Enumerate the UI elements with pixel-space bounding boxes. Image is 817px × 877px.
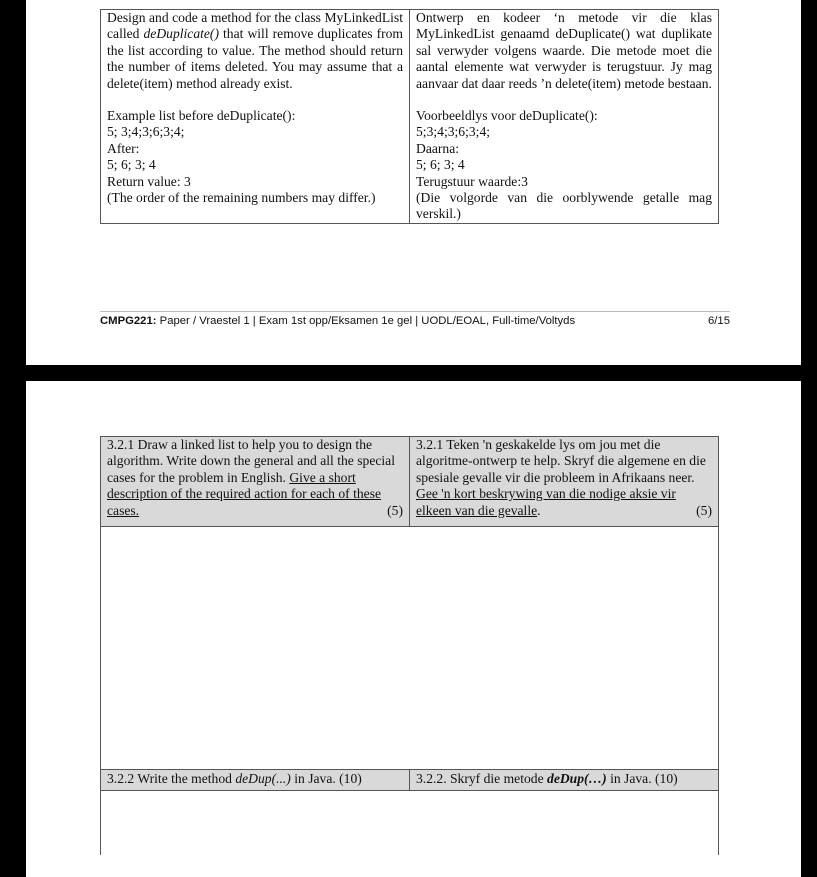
afrikaans-example-line: Voorbeeldlys voor deDuplicate(): [416, 108, 598, 124]
question-3-2-2-english: 3.2.2 Write the method deDup(...) in Java. (10) [101, 770, 410, 791]
english-intro: Design and code a method for the class MyLinkedList called deDuplicate() that will remove duplicates from the list according to value. The method should return the number of items deleted. You may assume that a delete(item) method already exist. [107, 10, 403, 91]
question-3-2-2-afrikaans: 3.2.2. Skryf die metode deDup(…) in Java. (10) [410, 770, 719, 791]
english-example-line: 5; 6; 3; 4 [107, 157, 156, 173]
afrikaans-intro: Ontwerp en kodeer ‘n metode vir die klas MyLinkedList genaamd deDuplicate() wat duplikate sal verwyder volgens waarde. Die metode moet die aantal elemente wat verwyder is terugstuur. Jy mag aanvaar dat daar reeds ’n delete(item) metode bestaan. [416, 10, 712, 91]
afrikaans-example-line: Daarna: [416, 140, 460, 156]
english-example-line: (The order of the remaining numbers may differ.) [107, 190, 376, 206]
course-code: CMPG221: [100, 315, 157, 327]
english-example-line: 5; 3;4;3;6;3;4; [107, 124, 185, 140]
afrikaans-example-line: 5;3;4;3;6;3;4; [416, 124, 491, 140]
footer-text: Paper / Vraestel 1 | Exam 1st opp/Eksamen 1e gel | UODL/EOAL, Full-time/Voltyds [156, 315, 576, 327]
question-table [100, 9, 719, 224]
question-3-2-1-english: 3.2.1 Draw a linked list to help you to design the algorithm. Write down the general and all the special cases for the problem in English. Give a short description of the required action for each of these cases. (5) [101, 437, 410, 527]
method-name: deDup(…) [547, 771, 607, 787]
answer-space-3-2-1[interactable] [101, 527, 719, 770]
page-number: 6/15 [708, 315, 730, 327]
marks-label: (5) [696, 502, 712, 518]
exam-page-7 [26, 381, 801, 877]
afrikaans-example-line: (Die volgorde van die oorblywende getalle mag verskil.) [416, 190, 712, 222]
answer-space-3-2-2[interactable] [101, 791, 719, 856]
afrikaans-example-line: 5; 6; 3; 4 [416, 157, 465, 173]
english-example-line: Example list before deDuplicate(): [107, 108, 296, 124]
marks-label: (5) [387, 502, 403, 518]
exam-page-6 [26, 0, 801, 365]
method-name: deDuplicate() [143, 26, 219, 42]
page-footer [100, 311, 730, 327]
afrikaans-example-line: Terugstuur waarde:3 [416, 173, 528, 189]
english-column [101, 10, 410, 224]
english-example-line: Return value: 3 [107, 173, 191, 189]
question-3-2-1-afrikaans: 3.2.1 Teken 'n geskakelde lys om jou met die algoritme-ontwerp te help. Skryf die algemene en die spesiale gevalle vir die probleem in Afrikaans neer. Gee 'n kort beskrywing van die nodige aksie vir elkeen van die gevalle. (5) [410, 437, 719, 527]
english-example-line: After: [107, 140, 140, 156]
question-table-3-2 [100, 436, 719, 855]
method-name: deDup(...) [235, 771, 291, 787]
afrikaans-column [410, 10, 719, 224]
